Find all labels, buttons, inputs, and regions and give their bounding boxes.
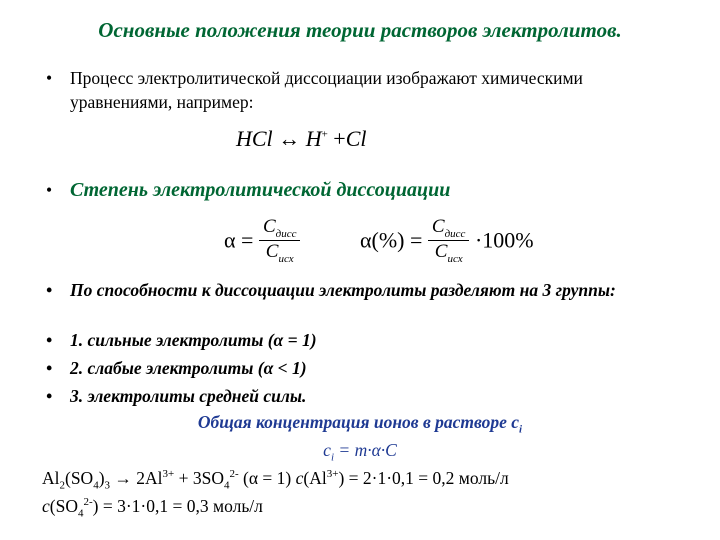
bullet-groups-intro (46, 278, 686, 302)
bullet-text: Степень электролитической диссоциации (70, 179, 451, 201)
bullet-text: Процесс электролитической диссоциации изображают химическими уравнениями, например: (70, 68, 583, 112)
alpha-percent-formula: α(%) = $\frac{C_{дисс}}{C_{исх}}$ ·100% (360, 216, 534, 265)
bullet-degree-of-dissociation (46, 178, 686, 202)
alpha-formula: α = $\frac{C_{дисс}}{C_{исх}}$ (224, 216, 300, 265)
bullet-dot: • (46, 358, 53, 378)
bullet-text: 1. сильные электролиты (α = 1) (70, 330, 317, 350)
bullet-text: По способности к диссоциации электролиты разделяют на 3 группы: (70, 280, 616, 300)
bullet-strong-electrolytes (46, 328, 686, 352)
alpha-percent-fraction: $\frac{C_{дисс}}{C_{исх}}$ (428, 216, 470, 265)
bullet-dot: • (46, 386, 53, 406)
bullet-dot: • (46, 280, 53, 300)
page-title: Основные положения теории растворов электролитов. (98, 18, 622, 42)
bullet-dot: • (46, 330, 53, 350)
total-concentration-heading: Общая концентрация ионов в растворе $c_i$ (197, 412, 523, 436)
bullet-medium-electrolytes (46, 384, 686, 408)
hcl-dissociation-equation: HCl ↔ H+ +Cl (236, 126, 367, 151)
alpha-fraction: $\frac{C_{дисс}}{C_{исх}}$ (259, 216, 301, 265)
total-concentration-formula: $c_i = m\cdot\alpha\cdot C$ (323, 440, 397, 464)
bullet-dissociation-process (46, 66, 686, 114)
bullet-text: 2. слабые электролиты (α < 1) (70, 358, 307, 378)
bullet-text: 3. электролиты средней силы. (70, 386, 307, 406)
example-equation-line-2: $c(SO_4^{2-}) = 3\cdot 1\cdot 0,1 = 0,3$ моль/л (42, 496, 263, 520)
bullet-weak-electrolytes (46, 356, 686, 380)
example-equation-line-1: $Al_2(SO_4)_3 \to 2Al^{3+} + 3SO_4^{2-}$ (α = 1) $c(Al^{3+}) = 2\cdot 1\cdot 0,1 = 0,2$ моль/л (42, 468, 509, 492)
bullet-dot: • (46, 68, 53, 88)
bullet-dot: • (46, 180, 53, 200)
